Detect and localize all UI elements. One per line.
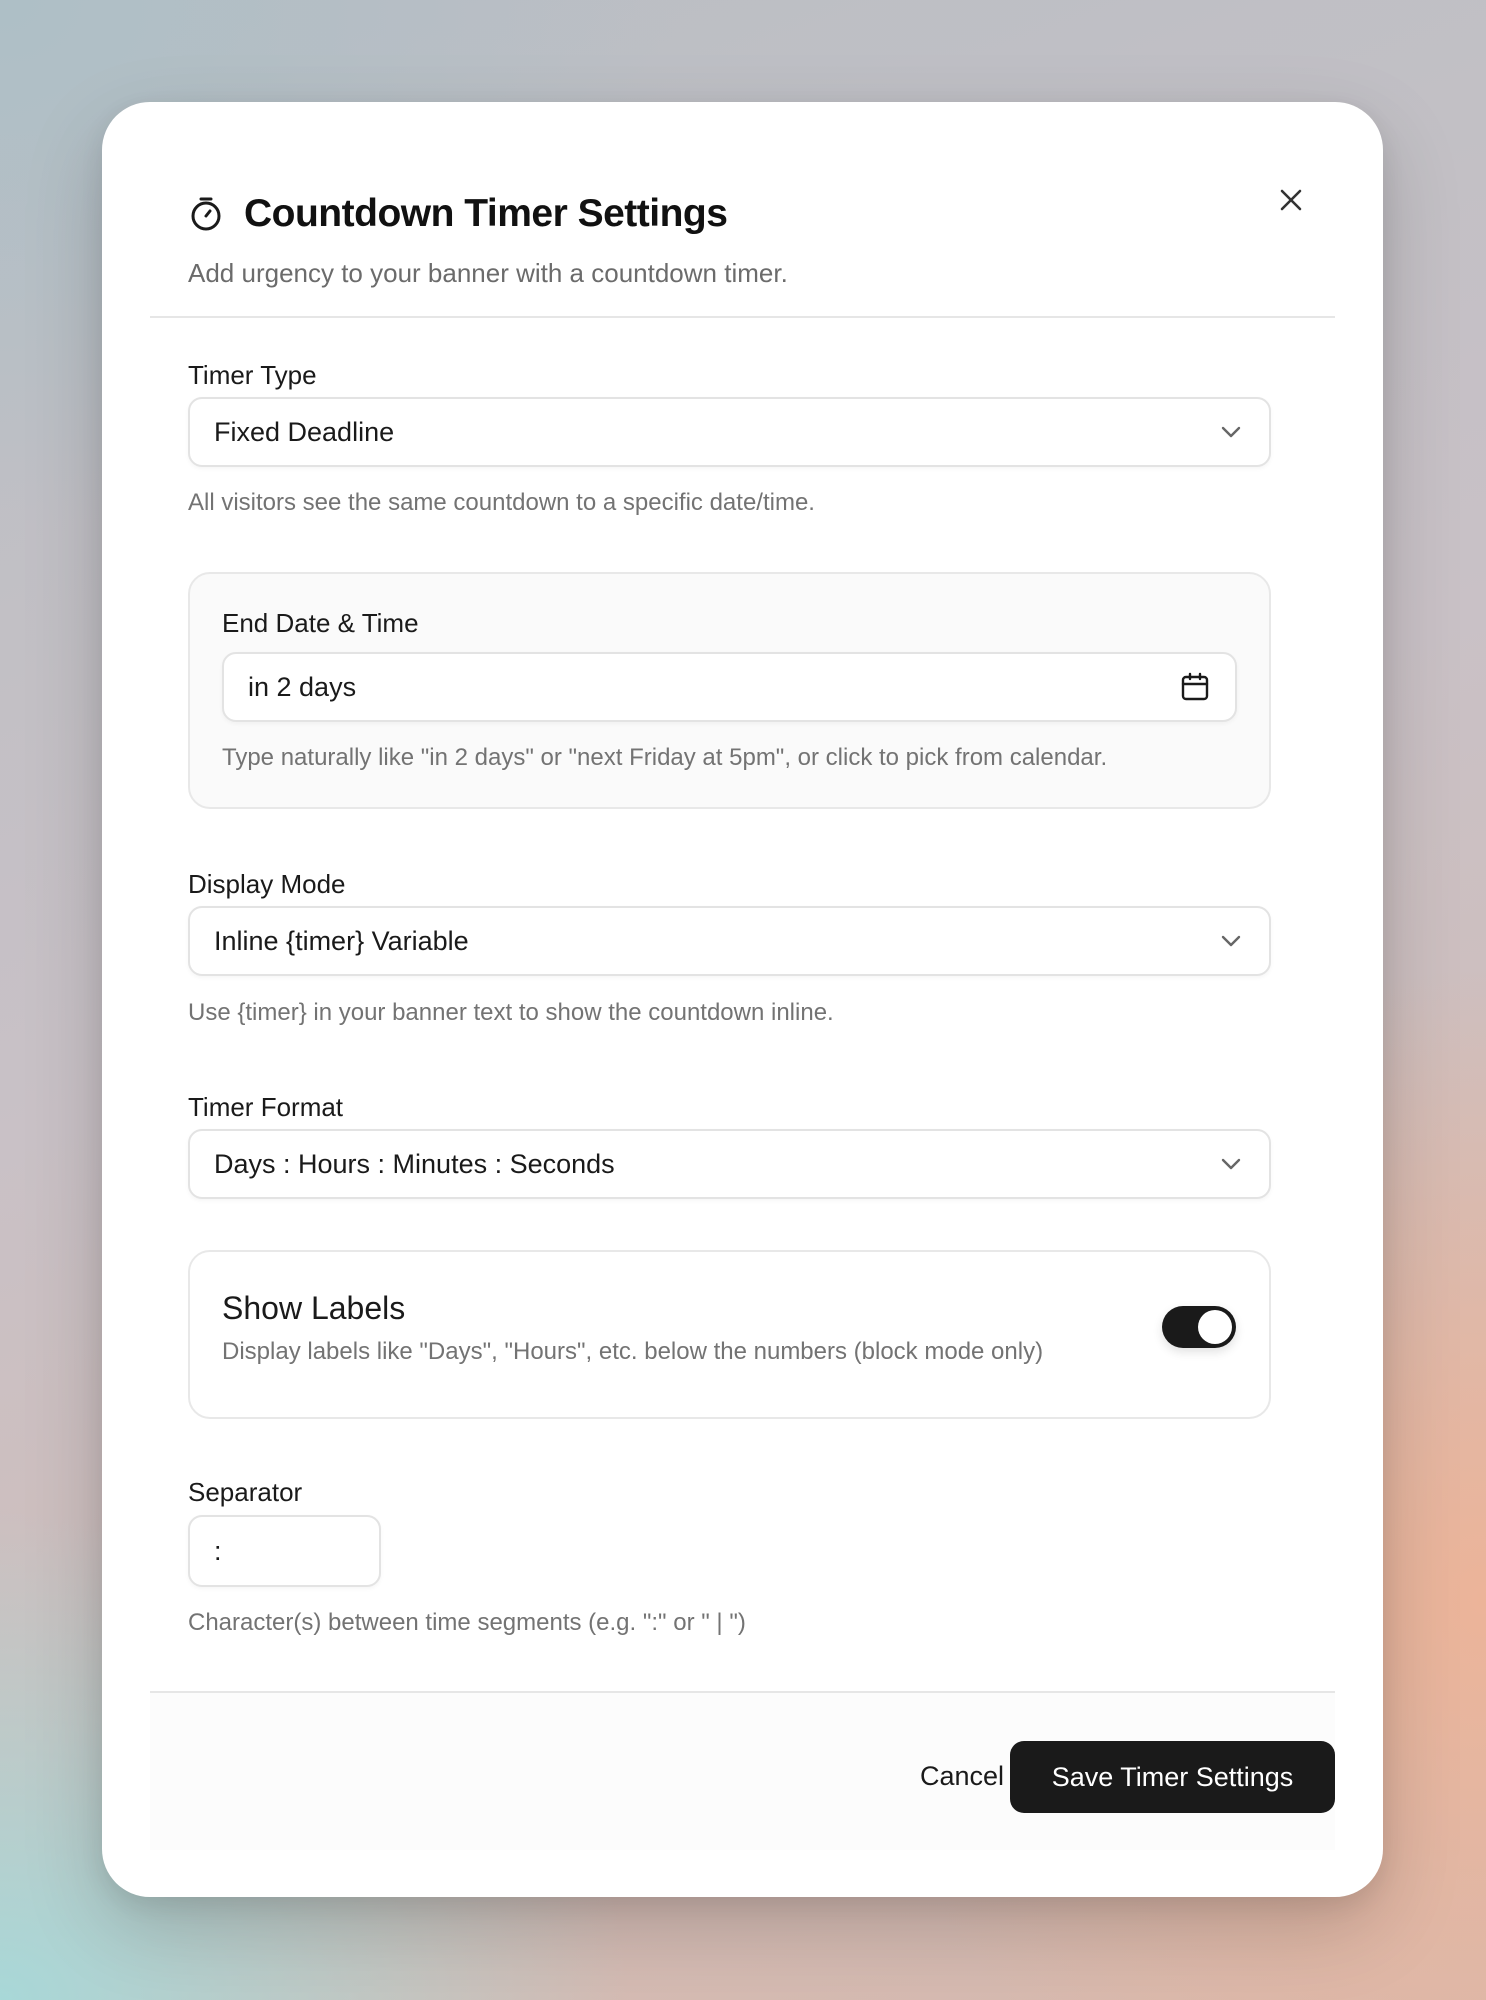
- stopwatch-icon: [188, 196, 224, 232]
- save-timer-settings-button[interactable]: Save Timer Settings: [1010, 1741, 1335, 1813]
- timer-format-select[interactable]: [188, 1129, 1271, 1199]
- header-divider: [150, 316, 1335, 318]
- separator-value: :: [214, 1535, 222, 1566]
- timer-format-value: Days : Hours : Minutes : Seconds: [214, 1148, 615, 1179]
- end-date-label: End Date & Time: [222, 608, 419, 638]
- timer-settings-dialog: [102, 102, 1383, 1897]
- dialog-title: Countdown Timer Settings: [244, 192, 728, 235]
- end-date-input[interactable]: [222, 652, 1237, 722]
- timer-type-help: All visitors see the same countdown to a specific date/time.: [188, 489, 815, 516]
- timer-type-select[interactable]: [188, 397, 1271, 467]
- dialog-footer: [150, 1691, 1335, 1850]
- end-date-value: in 2 days: [248, 671, 357, 702]
- show-labels-panel: [188, 1250, 1271, 1419]
- timer-format-label: Timer Format: [188, 1092, 344, 1122]
- cancel-button[interactable]: Cancel: [920, 1760, 1005, 1791]
- timer-type-value: Fixed Deadline: [214, 416, 395, 447]
- toggle-knob: [1198, 1310, 1232, 1344]
- display-mode-help: Use {timer} in your banner text to show the countdown inline.: [188, 999, 834, 1026]
- display-mode-select[interactable]: [188, 906, 1271, 976]
- display-mode-label: Display Mode: [188, 869, 346, 899]
- close-button[interactable]: [1271, 180, 1311, 220]
- dialog-header: [188, 184, 1297, 289]
- display-mode-value: Inline {timer} Variable: [214, 925, 469, 956]
- show-labels-toggle[interactable]: [1162, 1306, 1236, 1348]
- chevron-down-icon: [1217, 1150, 1245, 1178]
- separator-label: Separator: [188, 1477, 303, 1507]
- separator-help: Character(s) between time segments (e.g. ":" or " | "): [188, 1609, 746, 1636]
- chevron-down-icon: [1217, 927, 1245, 955]
- show-labels-description: Display labels like "Days", "Hours", etc. below the numbers (block mode only): [222, 1338, 1044, 1365]
- show-labels-title: Show Labels: [222, 1290, 406, 1326]
- chevron-down-icon: [1217, 418, 1245, 446]
- end-date-help: Type naturally like "in 2 days" or "next Friday at 5pm", or click to pick from calendar.: [222, 744, 1108, 771]
- timer-type-label: Timer Type: [188, 360, 317, 390]
- dialog-subtitle: Add urgency to your banner with a countdown timer.: [188, 258, 788, 288]
- calendar-icon[interactable]: [1179, 671, 1211, 703]
- title-row: [188, 184, 1297, 244]
- end-date-panel: [188, 572, 1271, 809]
- separator-input[interactable]: [188, 1515, 381, 1587]
- close-icon: [1278, 187, 1304, 213]
